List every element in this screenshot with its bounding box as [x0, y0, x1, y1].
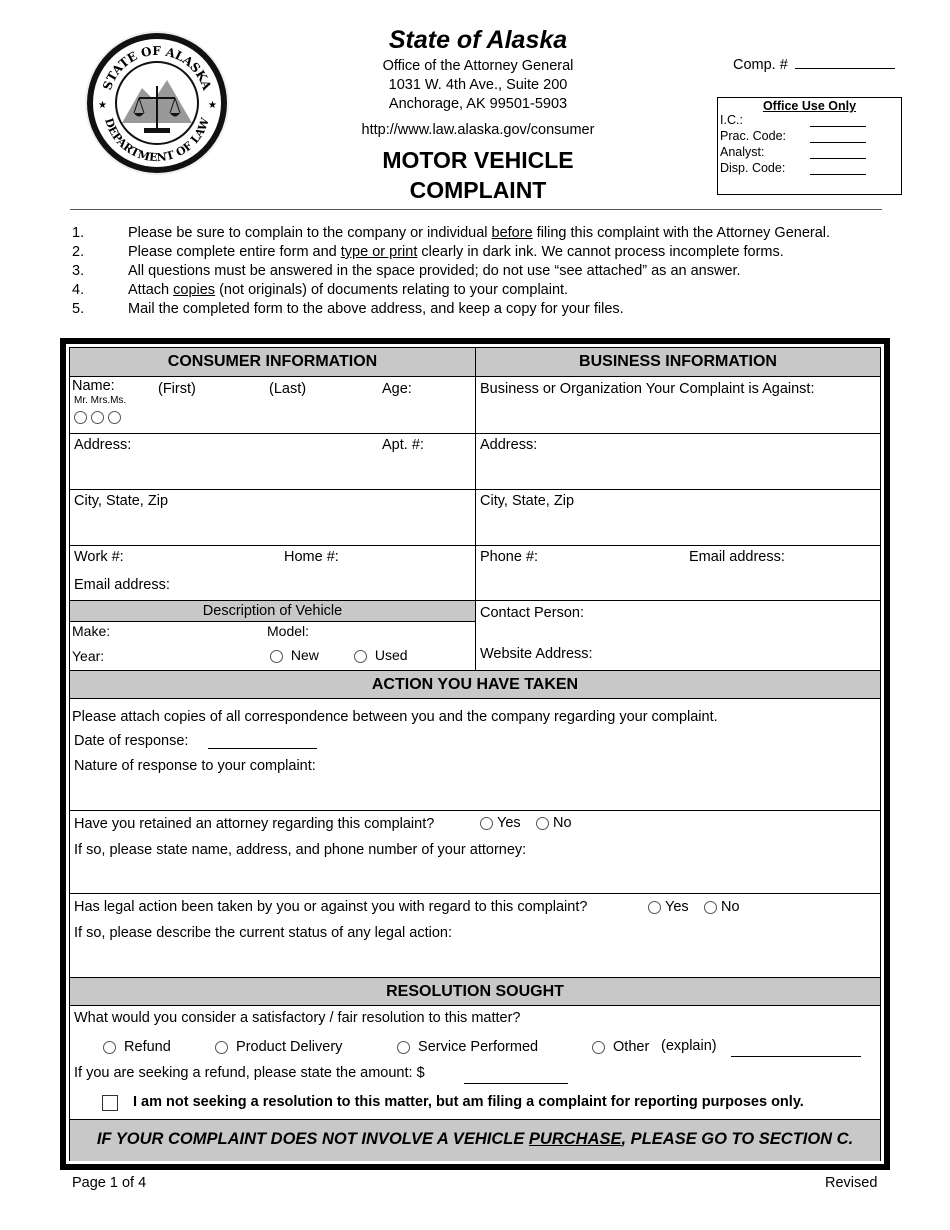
row-line	[70, 621, 475, 622]
legal-status-field[interactable]: If so, please describe the current status of any legal action:	[74, 925, 453, 941]
office-name: Office of the Attorney General	[382, 58, 574, 74]
comp-label: Comp. #	[733, 57, 788, 73]
attorney-no-option[interactable]	[536, 815, 572, 831]
office-use-disp-line	[810, 174, 866, 175]
yes-label: Yes	[665, 899, 689, 915]
instruction-number: 4.	[72, 282, 85, 298]
notice-text: IF YOUR COMPLAINT DOES NOT INVOLVE A VEHICLE	[96, 1130, 529, 1148]
legal-no-radio[interactable]	[704, 901, 717, 914]
action-heading: ACTION YOU HAVE TAKEN	[70, 670, 880, 699]
state-seal	[82, 28, 232, 178]
website-url[interactable]: http://www.law.alaska.gov/consumer	[361, 122, 595, 138]
nature-of-response-field[interactable]: Nature of response to your complaint:	[74, 758, 316, 774]
svg-text:★: ★	[208, 100, 217, 111]
refund-option[interactable]	[103, 1039, 171, 1055]
used-option[interactable]	[354, 647, 408, 663]
row-line	[70, 545, 880, 546]
vehicle-heading: Description of Vehicle	[70, 601, 475, 621]
other-label: Other	[613, 1039, 650, 1055]
office-use-title: Office Use Only	[762, 99, 857, 113]
consumer-address-field[interactable]: Address:	[74, 437, 132, 453]
used-label: Used	[374, 647, 408, 663]
ms-radio[interactable]	[108, 411, 121, 424]
make-field[interactable]: Make:	[72, 623, 111, 639]
service-option[interactable]	[397, 1039, 538, 1055]
consumer-email-field[interactable]: Email address:	[74, 577, 170, 593]
office-city: Anchorage, AK 99501-5903	[388, 96, 568, 112]
office-use-analyst: Analyst:	[720, 145, 765, 159]
business-address-field[interactable]: Address:	[480, 437, 538, 453]
instruction-item	[72, 262, 830, 281]
state-title: State of Alaska	[388, 26, 568, 54]
used-radio[interactable]	[354, 650, 367, 663]
header-divider	[70, 209, 882, 210]
notice-emphasis: PURCHASE	[528, 1130, 622, 1148]
seal-bottom-text: DEPARTMENT OF LAW	[102, 116, 212, 165]
refund-amount-label: If you are seeking a refund, please state the amount: $	[74, 1065, 425, 1081]
office-use-prac-line	[810, 142, 866, 143]
instruction-text: Please be sure to complain to the company or individual	[128, 225, 492, 241]
legal-action-question: Has legal action been taken by you or against you with regard to this complaint?	[74, 899, 588, 915]
other-option[interactable]	[592, 1039, 649, 1055]
instruction-number: 2.	[72, 244, 85, 260]
legal-no-option[interactable]	[704, 899, 740, 915]
home-phone-field[interactable]: Home #:	[284, 549, 339, 565]
new-radio[interactable]	[270, 650, 283, 663]
attorney-details-field[interactable]: If so, please state name, address, and phone number of your attorney:	[74, 842, 527, 858]
resolution-question: What would you consider a satisfactory / fair resolution to this matter?	[74, 1010, 521, 1026]
instruction-text: Attach	[128, 282, 174, 298]
revised-label: Revised	[825, 1175, 878, 1191]
service-label: Service Performed	[418, 1039, 539, 1055]
office-use-prac-code: Prac. Code:	[720, 129, 787, 143]
delivery-option[interactable]	[215, 1039, 342, 1055]
reporting-only-label: I am not seeking a resolution to this matter, but am filing a complaint for reporting purposes only.	[133, 1094, 804, 1110]
attorney-no-radio[interactable]	[536, 817, 549, 830]
model-field[interactable]: Model:	[267, 623, 310, 639]
section-c-notice	[70, 1119, 880, 1161]
other-radio[interactable]	[592, 1041, 605, 1054]
office-use-box	[717, 97, 902, 195]
name-label: Name:	[72, 378, 115, 394]
age-field[interactable]: Age:	[382, 381, 412, 397]
instruction-text: clearly in dark ink. We cannot process incomplete forms.	[417, 244, 784, 260]
form-title-line1: MOTOR VEHICLE	[382, 147, 574, 173]
notice-text: , PLEASE GO TO SECTION C.	[621, 1130, 854, 1148]
instruction-text: filing this complaint with the Attorney General.	[532, 225, 831, 241]
office-use-disp-code: Disp. Code:	[720, 161, 786, 175]
business-phone-field[interactable]: Phone #:	[480, 549, 539, 565]
attorney-question: Have you retained an attorney regarding this complaint?	[74, 816, 435, 832]
page-number: Page 1 of 4	[72, 1175, 147, 1191]
row-line	[70, 893, 880, 894]
row-line	[70, 376, 880, 377]
attorney-yes-option[interactable]	[480, 815, 521, 831]
attach-instruction: Please attach copies of all correspondence between you and the company regarding your complaint.	[72, 709, 718, 725]
instruction-text: (not originals) of documents relating to your complaint.	[215, 282, 569, 298]
explain-label: (explain)	[661, 1038, 717, 1054]
consumer-city-field[interactable]: City, State, Zip	[74, 493, 169, 509]
instruction-item	[72, 281, 830, 300]
instruction-number: 3.	[72, 263, 85, 279]
comp-number-field[interactable]	[795, 68, 895, 69]
date-of-response-label: Date of response:	[74, 733, 189, 749]
business-heading: BUSINESS INFORMATION	[476, 348, 880, 376]
instruction-text: All questions must be answered in the space provided; do not use “see attached” as an answer.	[128, 263, 741, 279]
instruction-number: 1.	[72, 225, 85, 241]
no-label: No	[721, 899, 740, 915]
business-name-field[interactable]: Business or Organization Your Complaint is Against:	[480, 381, 815, 397]
mrs-radio[interactable]	[91, 411, 104, 424]
legal-yes-radio[interactable]	[648, 901, 661, 914]
service-radio[interactable]	[397, 1041, 410, 1054]
instruction-item	[72, 224, 830, 243]
office-street: 1031 W. 4th Ave., Suite 200	[388, 77, 568, 93]
reporting-only-box[interactable]	[102, 1095, 118, 1111]
instruction-number: 5.	[72, 301, 85, 317]
instruction-text: Please complete entire form and	[128, 244, 341, 260]
resolution-heading: RESOLUTION SOUGHT	[70, 977, 880, 1006]
first-name-field[interactable]: (First)	[158, 381, 196, 397]
instruction-text: Mail the completed form to the above address, and keep a copy for your files.	[128, 301, 624, 317]
instructions-list	[72, 224, 830, 319]
new-label: New	[290, 647, 319, 663]
other-explain-field[interactable]	[731, 1056, 861, 1057]
refund-radio[interactable]	[103, 1041, 116, 1054]
date-of-response-field[interactable]	[208, 748, 317, 749]
row-line	[70, 810, 880, 811]
legal-yes-option[interactable]	[648, 899, 689, 915]
column-divider	[475, 348, 476, 670]
office-use-ic: I.C.:	[720, 113, 743, 127]
office-use-ic-line	[810, 126, 866, 127]
business-city-field[interactable]: City, State, Zip	[480, 493, 575, 509]
no-label: No	[553, 815, 572, 831]
business-email-field[interactable]: Email address:	[689, 549, 785, 565]
last-name-field[interactable]: (Last)	[269, 381, 307, 397]
form-title-line2: COMPLAINT	[409, 177, 547, 203]
contact-person-field[interactable]: Contact Person:	[480, 605, 584, 621]
reporting-only-checkbox[interactable]	[102, 1094, 118, 1112]
title-options-label: Mr. Mrs.Ms.	[74, 395, 127, 406]
website-field[interactable]: Website Address:	[480, 646, 593, 662]
yes-label: Yes	[497, 815, 521, 831]
attorney-yes-radio[interactable]	[480, 817, 493, 830]
apt-field[interactable]: Apt. #:	[382, 437, 424, 453]
instruction-item	[72, 243, 830, 262]
work-phone-field[interactable]: Work #:	[74, 549, 124, 565]
refund-amount-field[interactable]	[464, 1083, 568, 1084]
office-use-analyst-line	[810, 158, 866, 159]
row-line	[70, 489, 880, 490]
row-line	[70, 433, 880, 434]
svg-text:★: ★	[98, 100, 107, 111]
instruction-emphasis: before	[491, 225, 533, 241]
new-option[interactable]	[270, 647, 319, 663]
seal-top-text: STATE OF ALASKA	[100, 43, 214, 92]
delivery-radio[interactable]	[215, 1041, 228, 1054]
instruction-item	[72, 300, 830, 319]
refund-label: Refund	[124, 1039, 171, 1055]
instruction-emphasis: type or print	[340, 244, 418, 260]
consumer-heading: CONSUMER INFORMATION	[70, 348, 475, 376]
mr-radio[interactable]	[74, 411, 87, 424]
instruction-emphasis: copies	[173, 282, 216, 298]
year-field[interactable]: Year:	[72, 648, 105, 664]
delivery-label: Product Delivery	[236, 1039, 343, 1055]
